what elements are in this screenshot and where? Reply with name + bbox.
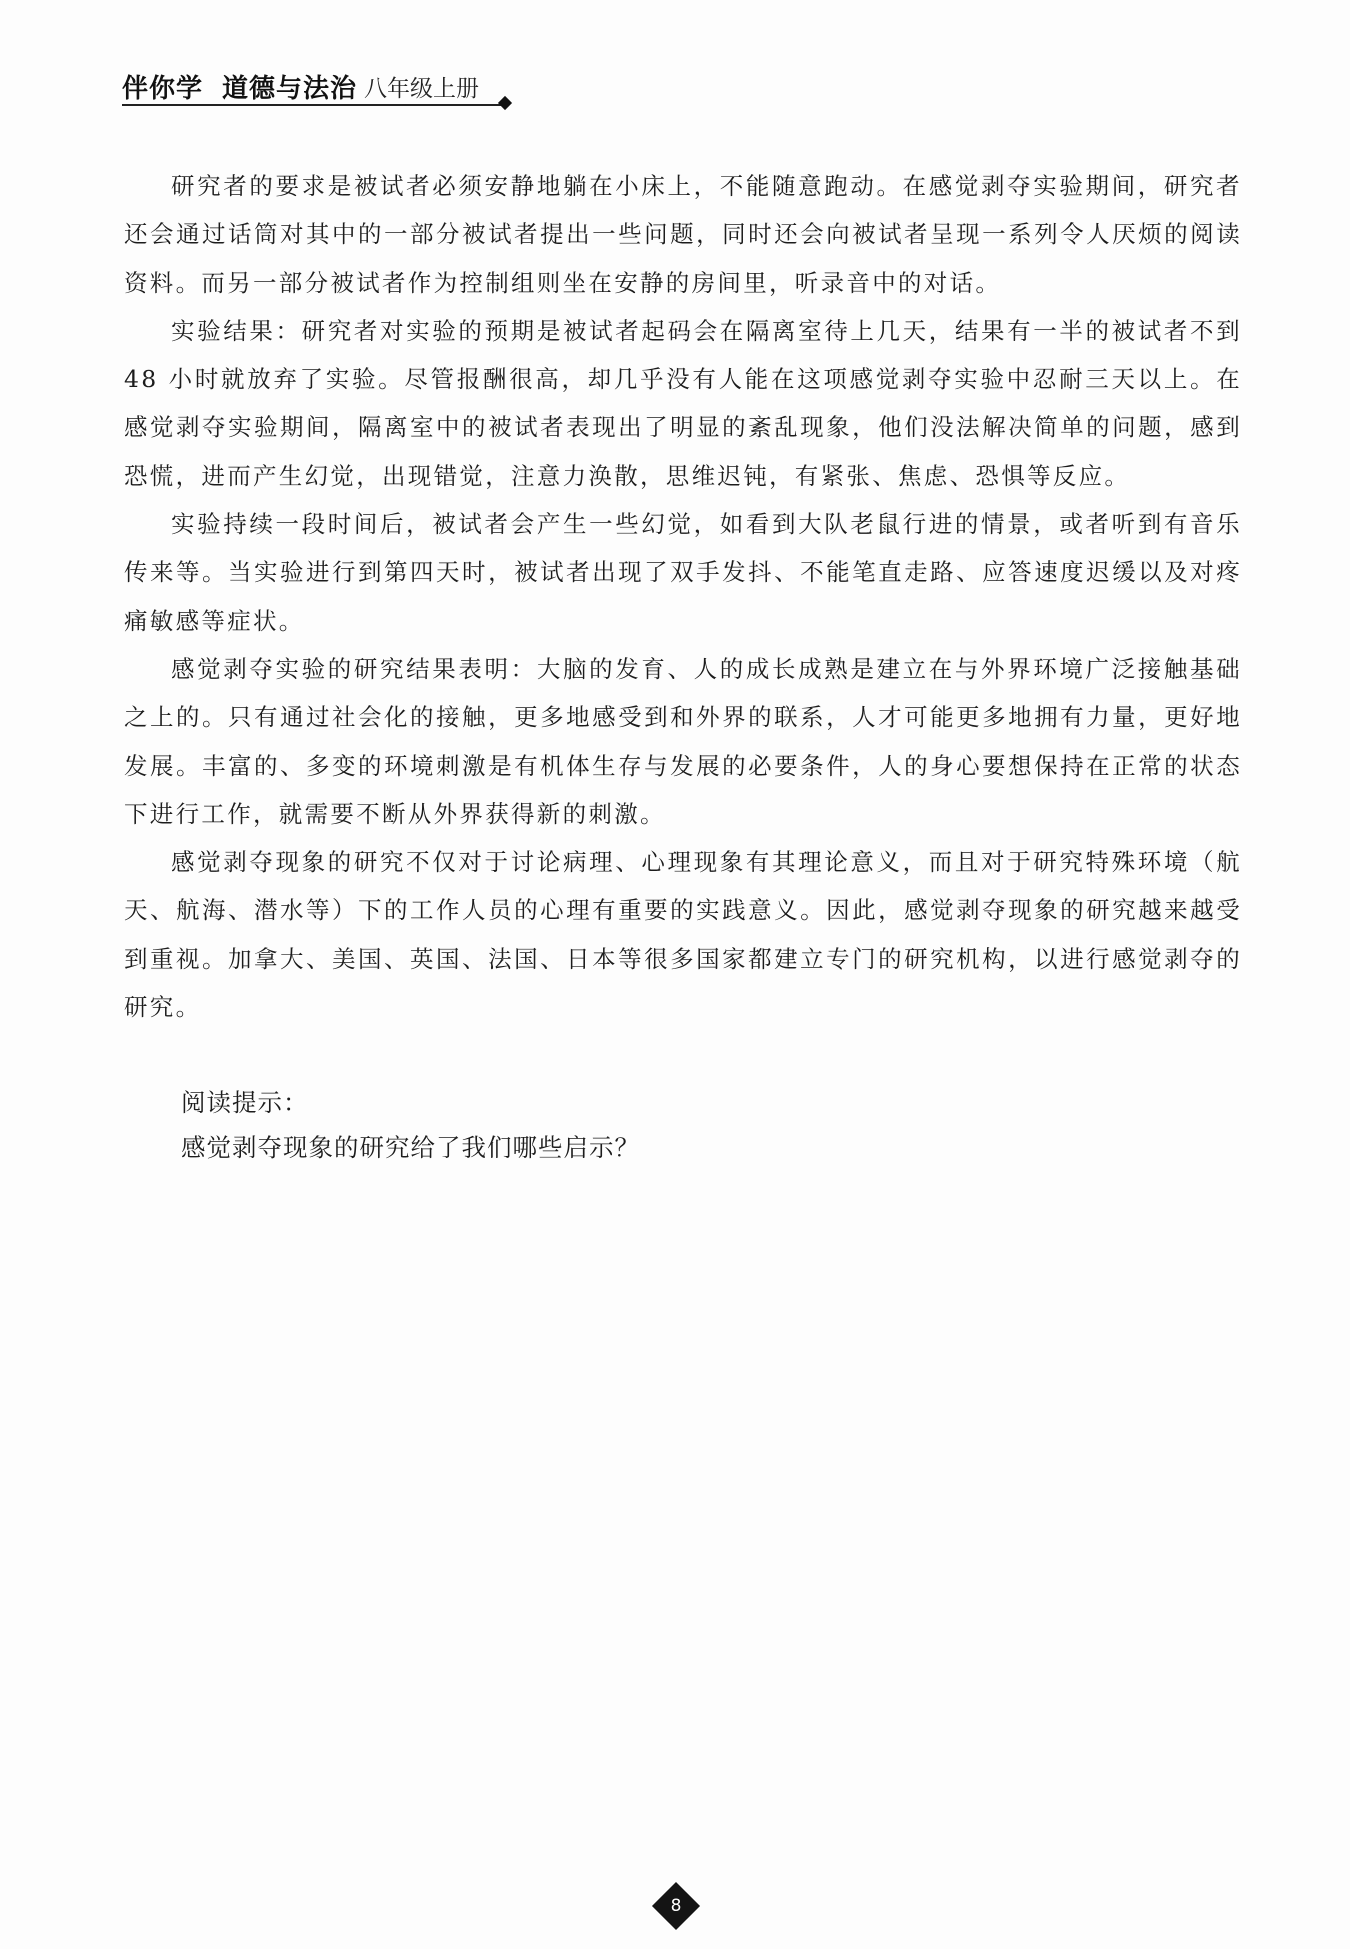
- paragraph-experiment-requirements: 研究者的要求是被试者必须安静地躺在小床上，不能随意跑动。在感觉剥夺实验期间，研究者还会通过话筒对其中的一部分被试者提出一些问题，同时还会向被试者呈现一系列令人厌烦的阅读资料。而另一部分被试者作为控制组则坐在安静的房间里，听录音中的对话。: [124, 172, 1242, 297]
- running-header: [122, 68, 522, 112]
- paragraph-hallucinations: 实验持续一段时间后，被试者会产生一些幻觉，如看到大队老鼠行进的情景，或者听到有音乐传来等。当实验进行到第四天时，被试者出现了双手发抖、不能笔直走路、应答速度迟缓以及对疼痛敏感等症状。: [124, 510, 1242, 635]
- paragraph-research-conclusion: 感觉剥夺实验的研究结果表明：大脑的发育、人的成长成熟是建立在与外界环境广泛接触基础之上的。只有通过社会化的接触，更多地感受到和外界的联系，人才可能更多地拥有力量，更好地发展。丰富的、多变的环境刺激是有机体生存与发展的必要条件，人的身心要想保持在正常的状态下进行工作，就需要不断从外界获得新的刺激。: [124, 654, 1242, 828]
- reading-tip-label: 阅读提示：: [181, 1088, 309, 1117]
- paragraph-research-significance: 感觉剥夺现象的研究不仅对于讨论病理、心理现象有其理论意义，而且对于研究特殊环境（航天、航海、潜水等）下的工作人员的心理有重要的实践意义。因此，感觉剥夺现象的研究越来越受到重视。加拿大、美国、英国、法国、日本等很多国家都建立专门的研究机构，以进行感觉剥夺的研究。: [124, 848, 1242, 1022]
- paragraph-experiment-results: 实验结果：研究者对实验的预期是被试者起码会在隔离室待上几天，结果有一半的被试者不到 48 小时就放弃了实验。尽管报酬很高，却几乎没有人能在这项感觉剥夺实验中忍耐三天以上。在感觉剥夺实验期间，隔离室中的被试者表现出了明显的紊乱现象，他们没法解决简单的问题，感到恐慌，进而产生幻觉，出现错觉，注意力涣散，思维迟钝，有紧张、焦虑、恐惧等反应。: [124, 316, 1242, 490]
- header-grade-label: 八年级上册: [364, 76, 479, 102]
- page-number: 8: [670, 1896, 682, 1916]
- reading-tip-question: 感觉剥夺现象的研究给了我们哪些启示？: [181, 1133, 640, 1162]
- header-underline: [122, 104, 504, 106]
- header-subject-title: 道德与法治: [222, 74, 358, 104]
- body-text: [124, 162, 1242, 1031]
- page-number-badge: [651, 1881, 701, 1931]
- header-series-title: 伴你学: [122, 74, 204, 104]
- header-diamond-icon: [498, 96, 512, 110]
